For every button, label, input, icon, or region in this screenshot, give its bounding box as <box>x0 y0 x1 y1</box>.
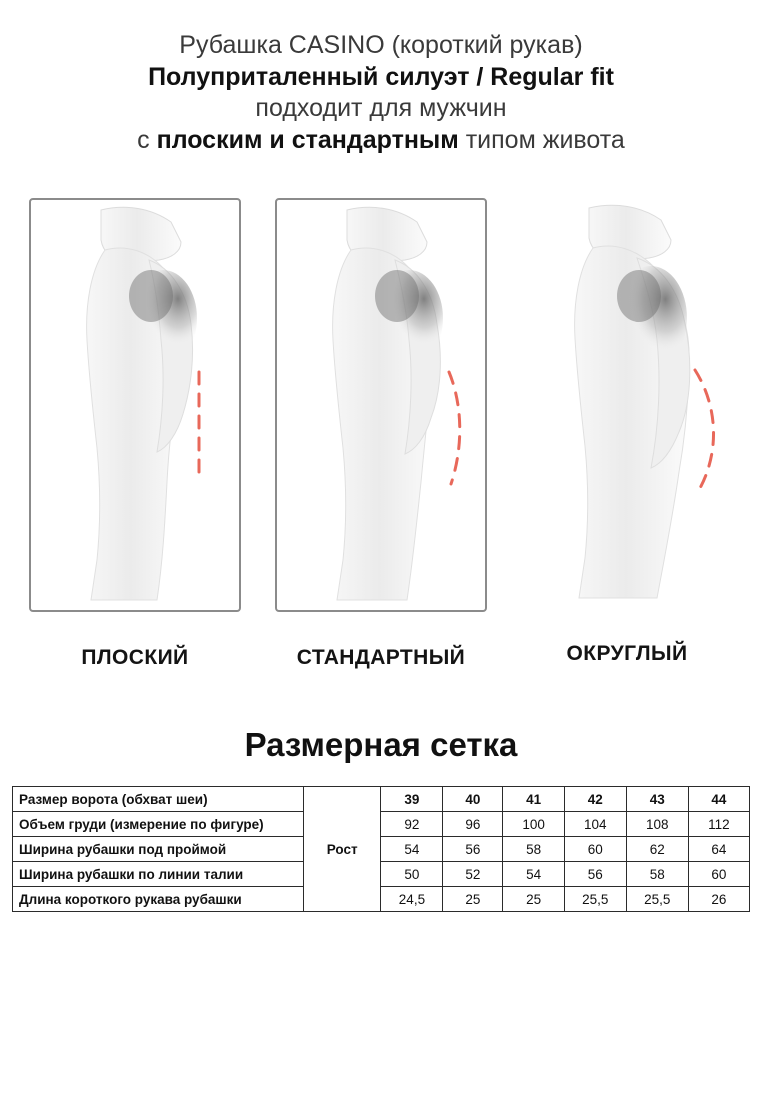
cell: 24,5 <box>381 887 443 912</box>
figure-frame-flat <box>29 198 241 612</box>
figure-column-flat <box>30 198 240 670</box>
cell: 100 <box>503 812 564 837</box>
cell: 96 <box>443 812 503 837</box>
cell: 58 <box>503 837 564 862</box>
cell: 54 <box>381 837 443 862</box>
belly-type-line <box>0 125 762 157</box>
figure-frame-round <box>523 198 731 608</box>
audience-line: подходит для мужчин <box>255 94 507 122</box>
cell: 112 <box>688 812 749 837</box>
belly-type-figures <box>0 198 762 670</box>
size-table-title: Размерная сетка <box>244 726 518 763</box>
male-torso-flat-belly-icon <box>31 200 239 610</box>
cell: 64 <box>688 837 749 862</box>
row-label: Длина короткого рукава рубашки <box>13 887 304 912</box>
size-header-41: 41 <box>503 787 564 812</box>
table-row <box>13 812 750 837</box>
figure-caption-standard: СТАНДАРТНЫЙ <box>296 646 466 669</box>
cell: 104 <box>564 812 626 837</box>
size-header-42: 42 <box>564 787 626 812</box>
figure-caption-flat: ПЛОСКИЙ <box>81 646 189 669</box>
table-row <box>13 887 750 912</box>
table-row <box>13 787 750 812</box>
cell: 62 <box>626 837 688 862</box>
cell: 108 <box>626 812 688 837</box>
size-table <box>12 786 750 912</box>
cell: 25,5 <box>564 887 626 912</box>
belly-type-suffix: типом живота <box>458 125 625 154</box>
size-header-44: 44 <box>688 787 749 812</box>
belly-type-prefix: с <box>137 125 157 154</box>
cell: 50 <box>381 862 443 887</box>
male-torso-standard-belly-icon <box>277 200 485 610</box>
cell: 56 <box>443 837 503 862</box>
page-header <box>0 0 762 156</box>
row-label: Объем груди (измерение по фигуре) <box>13 812 304 837</box>
product-title: Рубашка CASINO (короткий рукав) <box>179 31 583 59</box>
cell: 56 <box>564 862 626 887</box>
cell: 60 <box>564 837 626 862</box>
row-label: Размер ворота (обхват шеи) <box>13 787 304 812</box>
belly-contour-dashed-line <box>695 370 714 490</box>
size-header-40: 40 <box>443 787 503 812</box>
table-row <box>13 862 750 887</box>
cell: 25,5 <box>626 887 688 912</box>
height-header-label: Рост <box>326 841 358 857</box>
cell: 58 <box>626 862 688 887</box>
belly-type-emphasis: плоским и стандартным <box>156 125 459 154</box>
cell: 60 <box>688 862 749 887</box>
belly-contour-dashed-line <box>449 372 460 484</box>
figure-frame-standard <box>275 198 487 612</box>
fit-subtitle: Полуприталенный силуэт / Regular fit <box>148 62 614 91</box>
figure-column-round <box>522 198 732 670</box>
size-header-43: 43 <box>626 787 688 812</box>
male-torso-round-belly-icon <box>523 198 731 608</box>
cell: 26 <box>688 887 749 912</box>
cell: 25 <box>503 887 564 912</box>
cell: 25 <box>443 887 503 912</box>
cell: 92 <box>381 812 443 837</box>
size-header-39: 39 <box>381 787 443 812</box>
table-row <box>13 837 750 862</box>
row-label: Ширина рубашки под проймой <box>13 837 304 862</box>
cell: 52 <box>443 862 503 887</box>
row-label: Ширина рубашки по линии талии <box>13 862 304 887</box>
size-table-wrap <box>12 786 750 912</box>
height-header-cell <box>303 787 381 912</box>
figure-caption-round: ОКРУГЛЫЙ <box>566 642 688 665</box>
cell: 54 <box>503 862 564 887</box>
figure-column-standard <box>276 198 486 670</box>
